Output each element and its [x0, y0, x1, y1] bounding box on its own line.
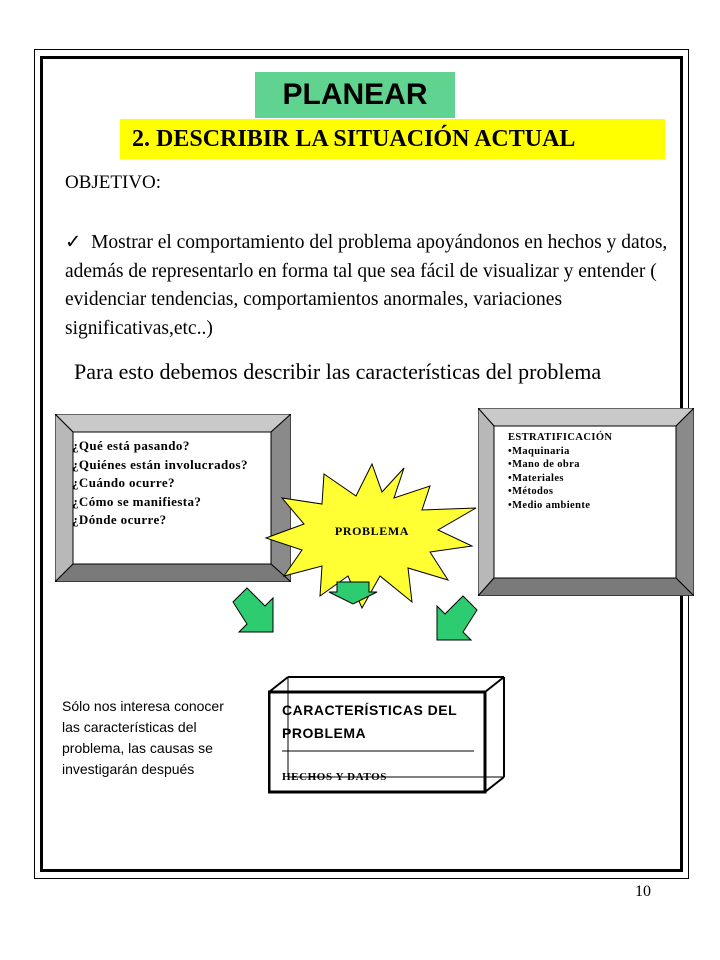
- check-icon: ✓: [65, 232, 82, 253]
- question-item: ¿Cuándo ocurre?: [72, 475, 175, 490]
- stratification-list: [508, 431, 683, 512]
- stratification-item: • Métodos: [508, 485, 683, 499]
- side-note: Sólo nos interesa conocer las características del problema, las causas se investigarán después: [62, 698, 224, 777]
- page-title: PLANEAR: [255, 72, 455, 118]
- stratification-item: • Maquinaria: [508, 445, 683, 459]
- intro-text: Para esto debemos describir las características del problema: [74, 359, 602, 384]
- question-item: ¿Dónde ocurre?: [72, 512, 167, 527]
- problem-label: PROBLEMA: [334, 524, 410, 538]
- questions-list: [72, 437, 272, 530]
- arrows-group: [225, 580, 495, 670]
- stratification-title: ESTRATIFICACIÓN: [508, 432, 613, 443]
- arrow-down-icon: [329, 582, 377, 604]
- characteristics-subtitle: HECHOS Y DATOS: [282, 771, 387, 783]
- page-number: 10: [635, 883, 651, 900]
- objective-label: OBJETIVO:: [65, 172, 162, 193]
- arrow-down-right-icon: [233, 588, 273, 632]
- stratification-item: • Materiales: [508, 472, 683, 486]
- stratification-item: • Mano de obra: [508, 458, 683, 472]
- question-item: ¿Cómo se manifiesta?: [72, 493, 202, 509]
- question-item: ¿Qué está pasando?: [72, 438, 190, 453]
- objective-text-block: [65, 229, 675, 343]
- objective-text: Mostrar el comportamiento del problema apoyándonos en hechos y datos, además de representarlo en forma tal que sea fácil de visualizar y entender ( evidenciar tendencias, comportamientos anormales, variaciones significativas,etc..): [65, 232, 668, 339]
- arrow-down-left-icon: [437, 596, 477, 640]
- characteristics-title: CARACTERÍSTICAS DEL PROBLEMA: [282, 702, 457, 741]
- stratification-item: • Medio ambiente: [508, 499, 683, 513]
- section-subtitle: 2. DESCRIBIR LA SITUACIÓN ACTUAL: [120, 119, 665, 159]
- question-item: ¿Quiénes están involucrados?: [72, 456, 248, 472]
